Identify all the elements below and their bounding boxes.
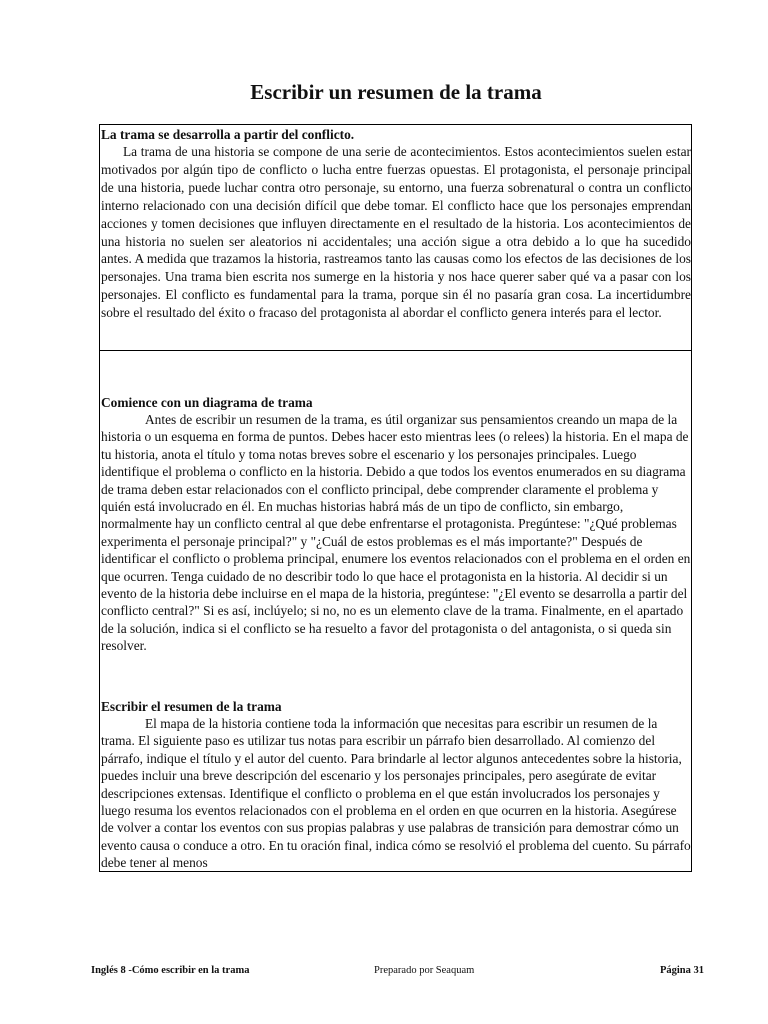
section-heading-diagram: Comience con un diagrama de trama [101, 395, 313, 410]
footer-author: Preparado por Seaquam [374, 965, 475, 976]
section-divider [100, 350, 691, 351]
section-body-summary: El mapa de la historia contiene toda la información que necesitas para escribir un resumen de la trama. El siguiente paso es utilizar tus notas para escribir un párrafo bien desarrollado. Al comienzo del párrafo, indique el título y el autor del cuento. Para brindarle al lector algunos antecedentes sobre la historia, puedes incluir una breve descripción del escenario y los personajes principales, pero asegúrate de evitar descripciones extensas. Identifique el conflicto o problema en el que están involucrados los personajes y luego resuma los eventos relacionados con el problema en el orden en que ocurren en la historia. Asegúrese de volver a contar los eventos con sus propias palabras y use palabras de transición para demostrar cómo un evento causa o conduce a otro. En tu oración final, indica cómo se resolvió el problema del cuento. Su párrafo debe tener al menos [101, 716, 691, 871]
content-box [99, 124, 692, 872]
page-title: Escribir un resumen de la trama [250, 80, 542, 104]
section-heading-summary: Escribir el resumen de la trama [101, 699, 282, 714]
section-summary [100, 698, 692, 872]
section-heading-conflict: La trama se desarrolla a partir del conflicto. [101, 127, 355, 142]
footer-course-title: Inglés 8 -Cómo escribir en la trama [91, 965, 250, 976]
section-conflict [100, 126, 692, 322]
section-body-conflict: La trama de una historia se compone de una serie de acontecimientos. Estos acontecimientos suelen estar motivados por algún tipo de conflicto o lucha entre fuerzas opuestas. El protagonista, el personaje principal de una historia, puede luchar contra otro personaje, su entorno, una fuerza sobrenatural o contra un conflicto interno relacionado con una decisión difícil que debe tomar. El conflicto hace que los personajes emprendan acciones y tomen decisiones que influyen directamente en el resultado de la historia. Los acontecimientos de una historia no suelen ser aleatorios ni accidentales; una acción sigue a otra debido a lo que ha sucedido antes. A medida que trazamos la historia, rastreamos tanto las causas como los efectos de las decisiones de los personajes. Una trama bien escrita nos sumerge en la historia y nos hace querer saber qué va a pasar con los personajes. El conflicto es fundamental para la trama, porque sin él no pasaría gran cosa. La incertidumbre sobre el resultado del éxito o fracaso del protagonista al abordar el conflicto genera interés para el lector. [101, 144, 691, 321]
footer-page-number: Página 31 [659, 965, 704, 976]
section-diagram [100, 394, 692, 655]
section-body-diagram: Antes de escribir un resumen de la trama, es útil organizar sus pensamientos creando un mapa de la historia o un esquema en forma de puntos. Debes hacer esto mientras lees (o relees) la historia. En el mapa de tu historia, anota el título y toma notas breves sobre el escenario y los personajes principales. Luego identifique el problema o conflicto en la historia. Debido a que todos los eventos enumerados en su diagrama de trama deben estar relacionados con el conflicto principal, debe comprender claramente el problema y quién está involucrado en él. En muchas historias habrá más de un tipo de conflicto, sin embargo, normalmente hay un conflicto central al que debe enfrentarse el protagonista. Pregúntese: "¿Qué problemas experimenta el personaje principal?" y "¿Cuál de estos problemas es el más importante?" Después de identificar el conflicto o problema principal, enumere los eventos relacionados con el problema en el orden en que ocurren. Tenga cuidado de no describir todo lo que hace el protagonista en la historia. Al decidir si un evento de la historia debe incluirse en el mapa de la historia, pregúntese: "¿El evento se desarrolla a partir del conflicto central?" Si es así, inclúyelo; si no, no es un elemento clave de la trama. Finalmente, en el apartado de la solución, indica si el conflicto se ha resuelto a favor del protagonista o del antagonista, o si queda sin resolver. [101, 412, 691, 654]
